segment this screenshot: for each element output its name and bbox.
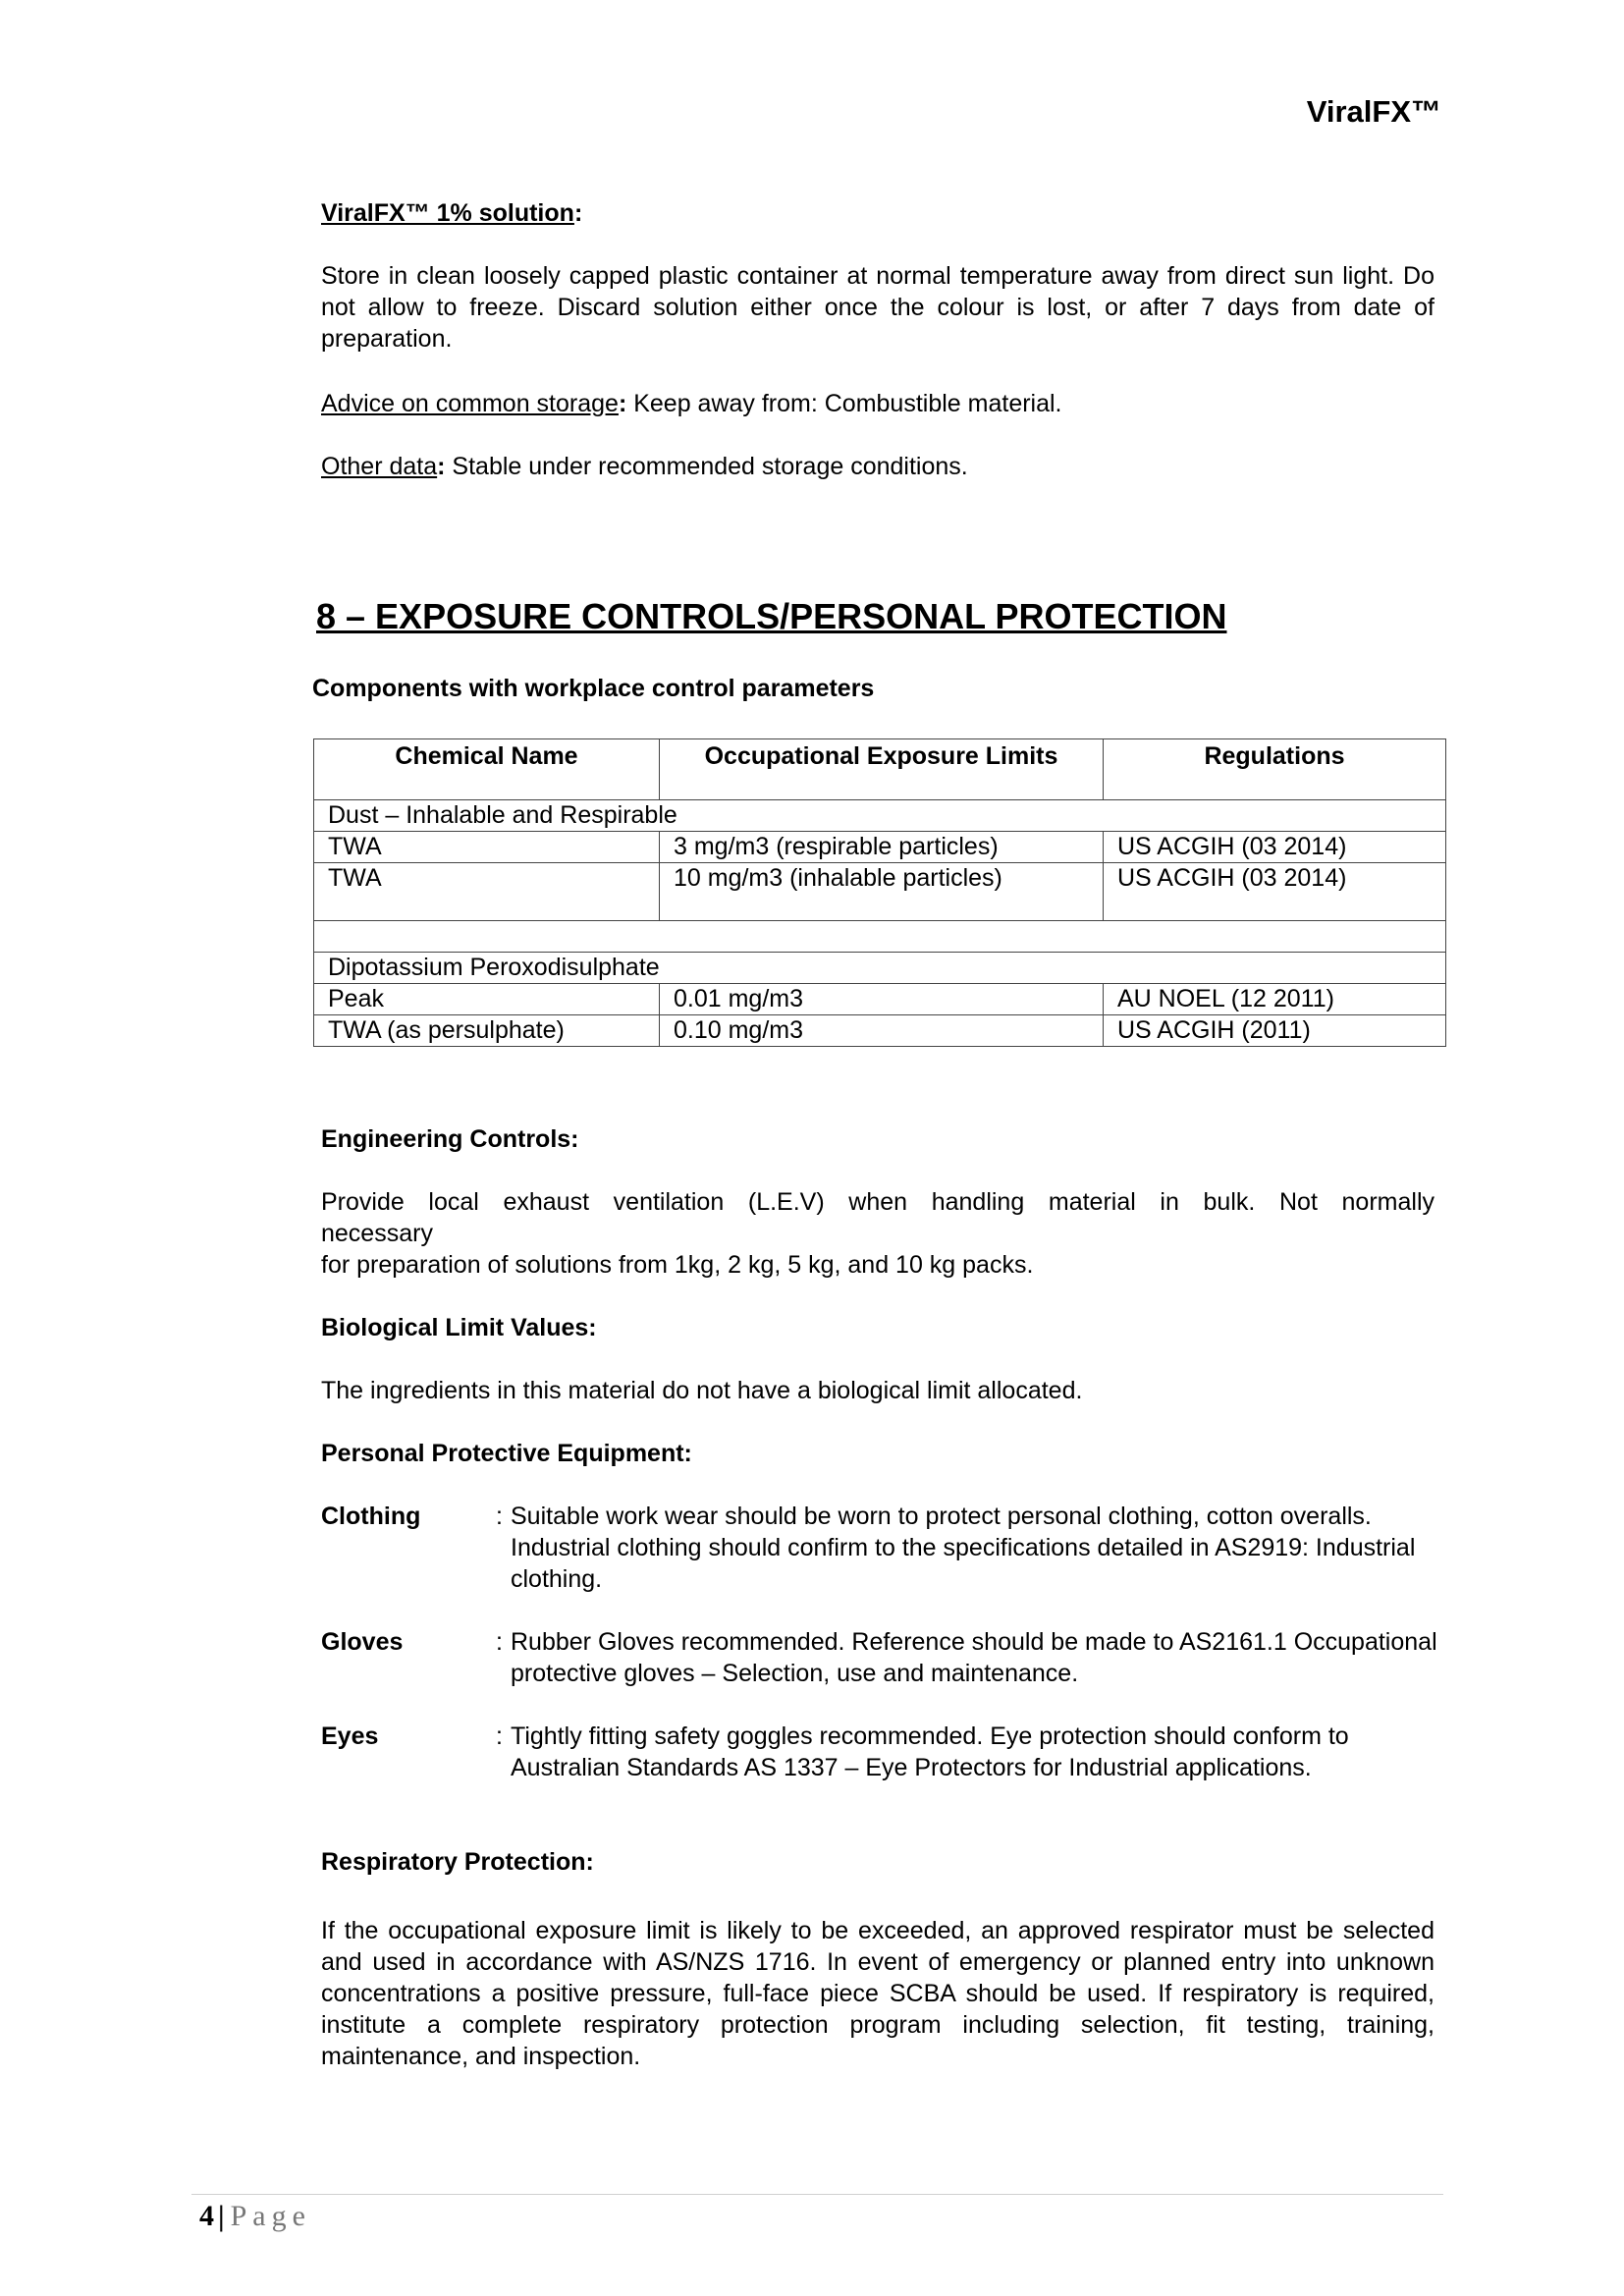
table-group-row — [314, 953, 1446, 984]
document-brand-header: ViralFX™ — [1306, 94, 1441, 129]
engineering-controls-heading: Engineering Controls: — [321, 1125, 579, 1153]
table-cell: US ACGIH (2011) — [1104, 1015, 1446, 1047]
exposure-limits-table — [313, 738, 1446, 1047]
table-cell: AU NOEL (12 2011) — [1104, 984, 1446, 1015]
common-storage-label: Advice on common storage — [321, 390, 619, 417]
respiratory-protection-heading: Respiratory Protection: — [321, 1848, 594, 1876]
ppe-eyes-colon: : — [496, 1722, 503, 1750]
ppe-gloves-text: Rubber Gloves recommended. Reference should be made to AS2161.1 Occupational protective gloves – Selection, use and maintenance. — [511, 1628, 1437, 1687]
page-separator: | — [218, 2200, 225, 2232]
page-label: Page — [230, 2200, 311, 2232]
empty-cell — [314, 921, 1446, 953]
ppe-clothing-colon: : — [496, 1503, 503, 1530]
ppe-clothing-text: Suitable work wear should be worn to protect personal clothing, cotton overalls. Industrial clothing should confirm to the specifications detailed in AS2919: Industrial clothing. — [511, 1503, 1416, 1593]
table-cell: Peak — [314, 984, 660, 1015]
engineering-controls-line-3: for preparation of solutions from 1kg, 2 kg, 5 kg, and 10 kg packs. — [321, 1251, 1034, 1279]
solution-heading-line — [321, 197, 582, 229]
common-storage-colon: : — [618, 390, 627, 417]
solution-heading-colon: : — [573, 199, 583, 227]
table-cell: TWA (as persulphate) — [314, 1015, 660, 1047]
table-spacer-row — [314, 921, 1446, 953]
column-header-chemical-name: Chemical Name — [314, 739, 660, 800]
table-cell: 0.01 mg/m3 — [660, 984, 1104, 1015]
table-header-row — [314, 739, 1446, 800]
ppe-heading: Personal Protective Equipment: — [321, 1440, 692, 1467]
ppe-gloves-label: Gloves — [321, 1628, 404, 1656]
other-data-text: Stable under recommended storage conditions. — [445, 453, 968, 480]
other-data-colon: : — [437, 453, 446, 480]
ppe-clothing-label: Clothing — [321, 1503, 421, 1530]
page-number: 4 — [199, 2200, 214, 2232]
table-row — [314, 863, 1446, 921]
solution-storage-text: Store in clean loosely capped plastic container at normal temperature away from direct sun light. Do not allow to freeze. Discard solution either once the colour is lost, or after 7 days from date of preparation. — [321, 262, 1435, 353]
other-data-label: Other data — [321, 453, 438, 480]
ppe-eyes-label: Eyes — [321, 1722, 379, 1750]
table-cell: 10 mg/m3 (inhalable particles) — [660, 863, 1104, 921]
table-row — [314, 832, 1446, 863]
common-storage-line — [321, 388, 1062, 419]
other-data-line — [321, 451, 968, 482]
engineering-controls-line-1: Provide local exhaust ventilation (L.E.V) when handling material in bulk. Not normally — [321, 1188, 1435, 1216]
table-group-row — [314, 800, 1446, 832]
group-name-dust: Dust – Inhalable and Respirable — [314, 800, 1446, 832]
common-storage-text: Keep away from: Combustible material. — [626, 390, 1062, 417]
components-heading: Components with workplace control parameters — [312, 675, 875, 702]
engineering-controls-line-2: necessary — [321, 1220, 433, 1247]
table-cell: 3 mg/m3 (respirable particles) — [660, 832, 1104, 863]
table-cell: US ACGIH (03 2014) — [1104, 863, 1446, 921]
footer-divider — [191, 2194, 1443, 2195]
page-footer — [199, 2200, 311, 2233]
solution-heading: ViralFX™ 1% solution — [321, 199, 574, 227]
column-header-regulations: Regulations — [1104, 739, 1446, 800]
biological-limit-heading: Biological Limit Values: — [321, 1314, 597, 1341]
section-8-title: 8 – EXPOSURE CONTROLS/PERSONAL PROTECTION — [316, 596, 1227, 636]
table-cell: TWA — [314, 832, 660, 863]
table-cell: US ACGIH (03 2014) — [1104, 832, 1446, 863]
table-row — [314, 1015, 1446, 1047]
ppe-gloves-colon: : — [496, 1628, 503, 1656]
respiratory-protection-text: If the occupational exposure limit is likely to be exceeded, an approved respirator must be selected and used in accordance with AS/NZS 1716. In event of emergency or planned entry into unknown concentrations a positive pressure, full-face piece SCBA should be used. If respiratory is required, institute a complete respiratory protection program including selection, fit testing, training, maintenance, and inspection. — [321, 1917, 1435, 2070]
ppe-eyes-text: Tightly fitting safety goggles recommended. Eye protection should conform to Australian Standards AS 1337 – Eye Protectors for Industrial applications. — [511, 1722, 1349, 1781]
column-header-exposure-limits: Occupational Exposure Limits — [660, 739, 1104, 800]
table-row — [314, 984, 1446, 1015]
table-cell: 0.10 mg/m3 — [660, 1015, 1104, 1047]
table-cell: TWA — [314, 863, 660, 921]
biological-limit-text: The ingredients in this material do not have a biological limit allocated. — [321, 1377, 1083, 1404]
group-name-dipotassium: Dipotassium Peroxodisulphate — [314, 953, 1446, 984]
